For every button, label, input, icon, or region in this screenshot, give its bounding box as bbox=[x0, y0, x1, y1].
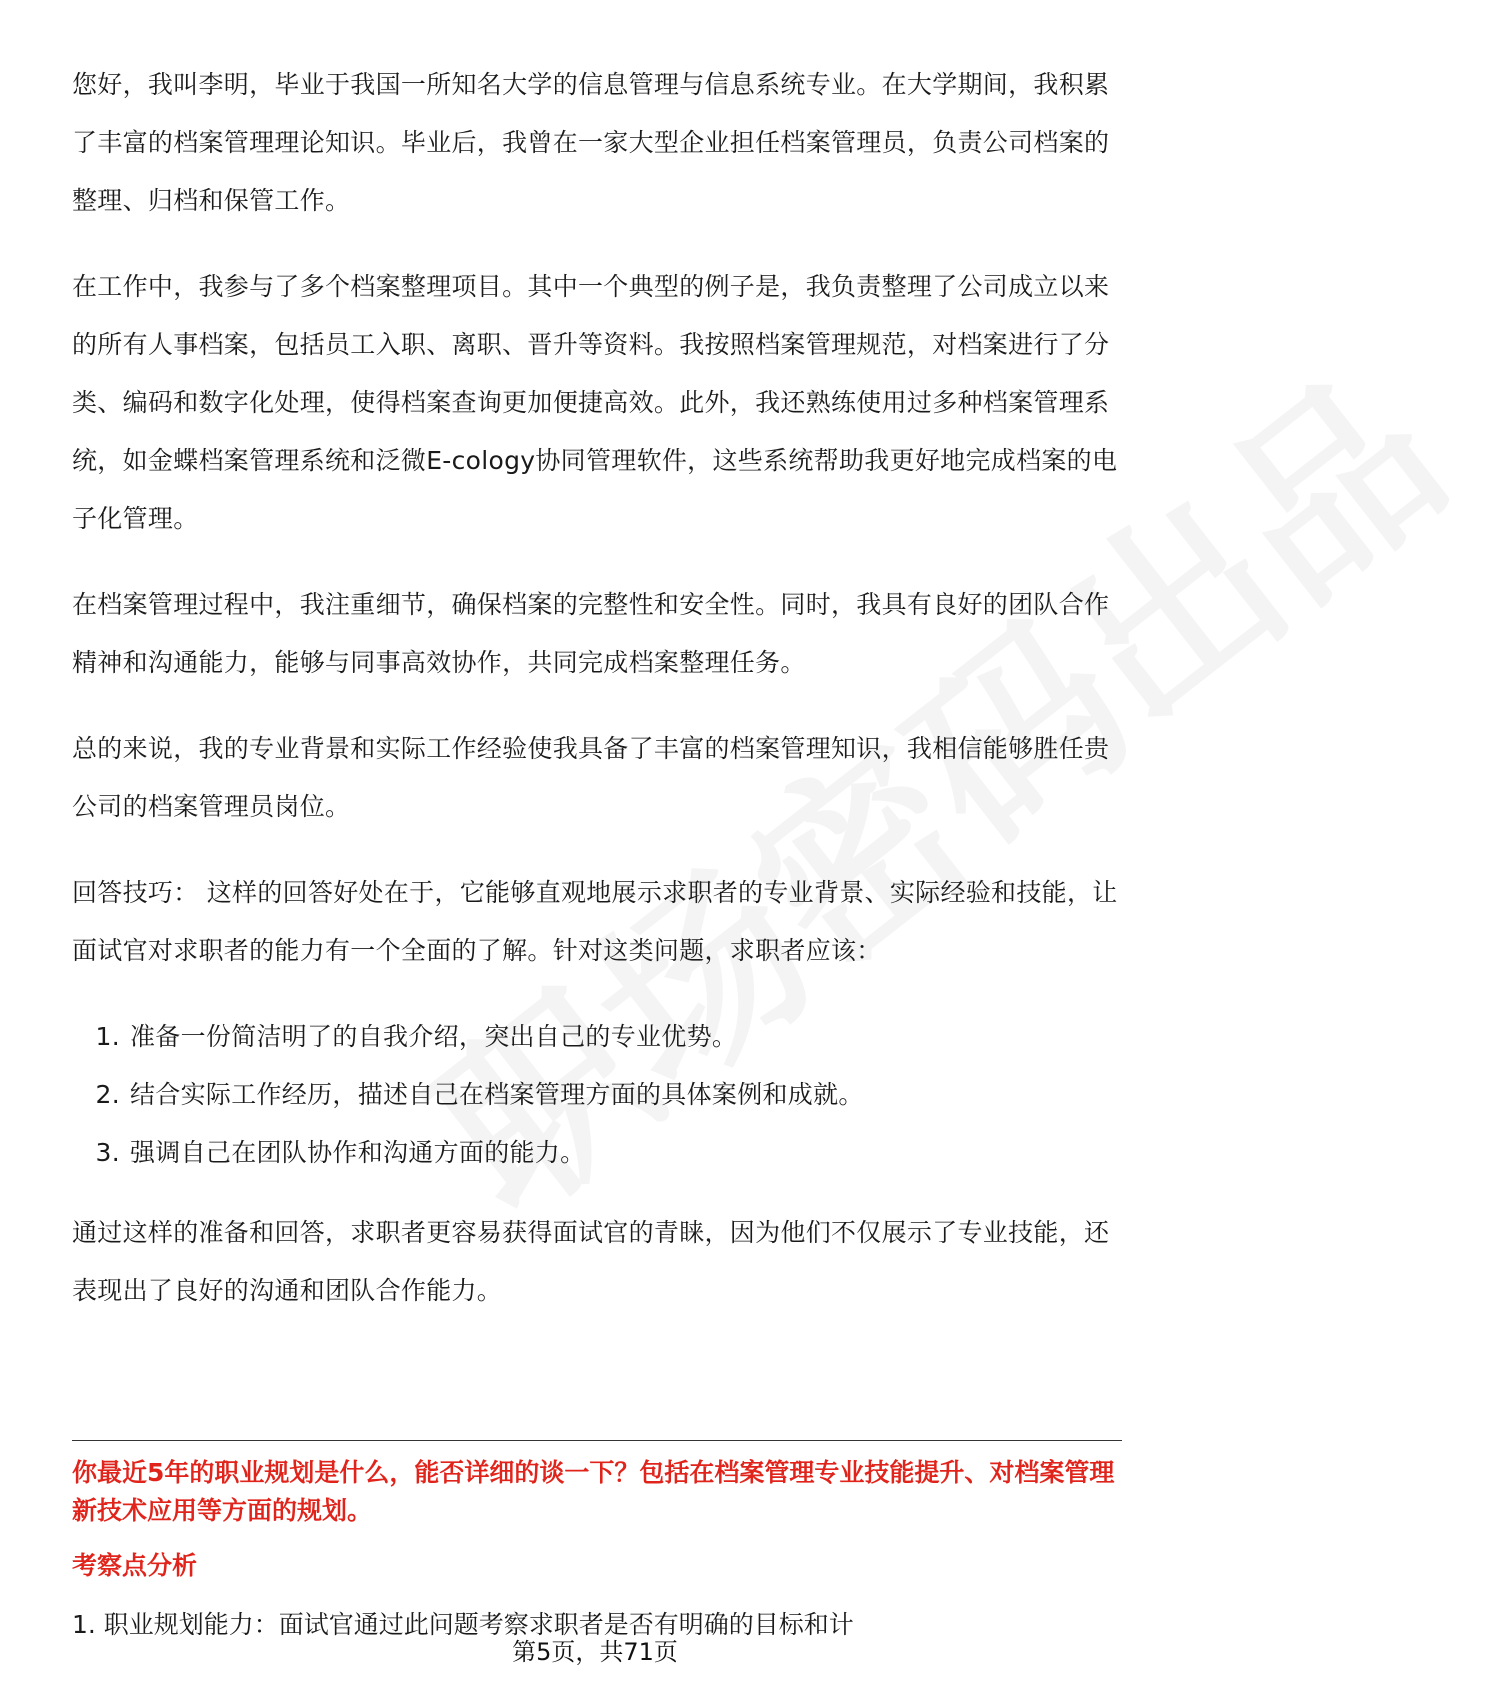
question-heading: 你最近5年的职业规划是什么，能否详细的谈一下？包括在档案管理专业技能提升、对档案管理新技术应用等方面的规划。 bbox=[72, 1458, 1115, 1525]
section-divider bbox=[72, 1440, 1122, 1441]
tips-list bbox=[72, 1008, 1122, 1182]
list-item: 3. 强调自己在团队协作和沟通方面的能力。 bbox=[95, 1138, 586, 1167]
paragraph-summary: 总的来说，我的专业背景和实际工作经验使我具备了丰富的档案管理知识，我相信能够胜任贵公司的档案管理员岗位。 bbox=[72, 734, 1110, 821]
document-body bbox=[72, 56, 1122, 1348]
list-item: 2. 结合实际工作经历，描述自己在档案管理方面的具体案例和成就。 bbox=[95, 1080, 864, 1109]
cut-off-text: 1. 职业规划能力：面试官通过此问题考察求职者是否有明确的目标和计 bbox=[72, 1610, 854, 1639]
paragraph-detail: 在档案管理过程中，我注重细节，确保档案的完整性和安全性。同时，我具有良好的团队合作精神和沟通能力，能够与同事高效协作，共同完成档案整理任务。 bbox=[72, 590, 1110, 677]
paragraph-experience: 在工作中，我参与了多个档案整理项目。其中一个典型的例子是，我负责整理了公司成立以来的所有人事档案，包括员工入职、离职、晋升等资料。我按照档案管理规范，对档案进行了分类、编码和数字化处理，使得档案查询更加便捷高效。此外，我还熟练使用过多种档案管理系统，如金蝶档案管理系统和泛微E-cology协同管理软件，这些系统帮助我更好地完成档案的电子化管理。 bbox=[72, 272, 1118, 533]
section-title: 考察点分析 bbox=[72, 1551, 198, 1580]
page-number: 第5页，共71页 bbox=[512, 1638, 678, 1666]
list-item: 1. 准备一份简洁明了的自我介绍，突出自己的专业优势。 bbox=[95, 1022, 738, 1051]
paragraph-intro: 您好，我叫李明，毕业于我国一所知名大学的信息管理与信息系统专业。在大学期间，我积累了丰富的档案管理理论知识。毕业后，我曾在一家大型企业担任档案管理员，负责公司档案的整理、归档和保管工作。 bbox=[72, 70, 1110, 215]
paragraph-tips-intro: 回答技巧： 这样的回答好处在于，它能够直观地展示求职者的专业背景、实际经验和技能，让面试官对求职者的能力有一个全面的了解。针对这类问题，求职者应该： bbox=[72, 878, 1118, 965]
paragraph-closing: 通过这样的准备和回答，求职者更容易获得面试官的青睐，因为他们不仅展示了专业技能，还表现出了良好的沟通和团队合作能力。 bbox=[72, 1218, 1110, 1305]
